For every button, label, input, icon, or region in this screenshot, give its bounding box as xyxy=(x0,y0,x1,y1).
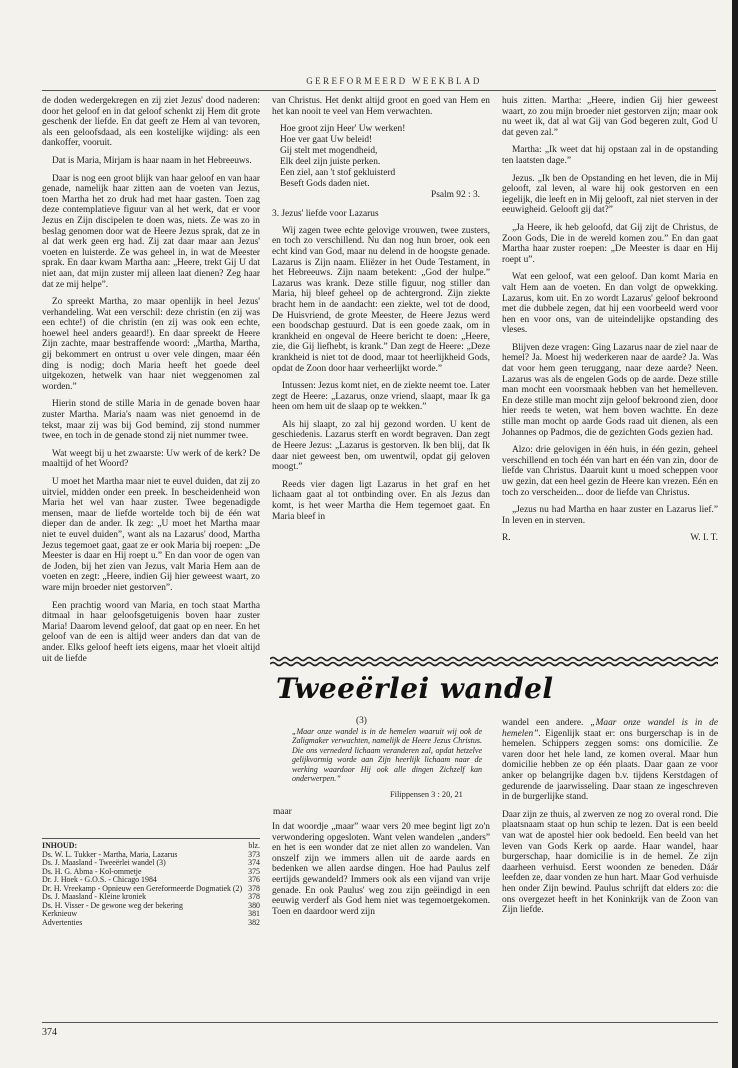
toc-row xyxy=(42,859,260,868)
paragraph: huis zitten. Martha: „Heere, indien Gij hier geweest waart, zo zou mijn broeder niet gestorven zijn; maar ook nu weet ik, dat al wat Gij van God begeren zult, God U dat geven zal.” xyxy=(502,96,718,138)
scripture-quote: „Maar onze wandel is in de hemelen”. xyxy=(502,718,718,739)
page-number: 374 xyxy=(42,1027,57,1038)
toc-page: 380 xyxy=(248,900,260,910)
epigraph-reference: Filippensen 3 : 20, 21 xyxy=(390,790,463,799)
toc-page: 378 xyxy=(248,883,260,893)
paragraph: Een prachtig woord van Maria, en toch staat Martha ditmaal in haar geloofsgetuigenis boven haar zuster Maria! Daarom levend geloof, dat gaat op en neer. En het geloof van de een is altijd weer anders dan dat van de ander. Elks geloof heeft iets eigens, maar het vloeit altijd uit de liefde xyxy=(42,600,260,664)
paragraph: Jezus. „Ik ben de Opstanding en het leven, die in Mij gelooft, zal leven, al ware hij ook gestorven en een iegelijk, die leeft en in Mij gelooft, zal niet sterven in der eeuwigheid. Gelooft gij dat?” xyxy=(502,173,718,216)
paragraph: Daar is nog een groot blijk van haar geloof en van haar genade, namelijk haar zitten aan de voeten van Jezus, toen Martha het zo druk had met haar gasten. Toen zag deze contemplatieve figuur van al het werk, dat er voor Jezus en Zijn discipelen te doen was, niets. Ze was zo in beslag genomen door wat de Heere Jezus sprak, dat ze in al dat werk geen erg had. Zij zat daar maar aan Jezus' voeten en luisterde. Ze was geheel in, in wat de Meester sprak. En daar kwam Martha aan: „Heere, trekt Gij U dat niet aan, dat mijn zuster mij alleen laat dienen? Zeg haar dat ze mij helpe”. xyxy=(42,173,260,290)
paragraph: Daar zijn ze thuis, al zwerven ze nog zo overal rond. Die plaatsnaam staat op hun schip te lezen. Dat is een beeld van wat de apostel hier ook bedoeld. Een beeld van het leven van Gods Kerk op aarde. Haar wandel, haar burgerschap, haar domicilie is in de hemel. Ze zijn daarheen verhuisd. Eerst woonden ze beneden. Dáár leefden ze, daar vonden ze hun hart. Maar God verhuisde hen onder Zijn bewind. Paulus schrijft dat elders zo: die ons overgezet heeft in het Koninkrijk van de Zoon van Zijn liefde. xyxy=(502,809,718,916)
poem-line: Hoe groot zijn Heer' Uw werken! xyxy=(280,124,406,135)
paragraph: Wat een geloof, wat een geloof. Dan komt Maria en valt Hem aan de voeten. En dan volgt de opwekking. Lazarus, kom uit. En zo wordt Lazarus' geloof bekroond met die dubbele zegen, dat hij een voorbeeld werd voor hen en voor ons, van de uiteindelijke opstanding des vleses. xyxy=(502,272,718,336)
paragraph: „Jezus nu had Martha en haar zuster en Lazarus lief.” In leven en in sterven. xyxy=(502,505,718,526)
toc-page: 378 xyxy=(248,892,260,901)
epigraph: „Maar onze wandel is in de hemelen waaruit wij ook de Zaligmaker verwachten, namelijk de Heere Jezus Christus. Die ons vernederd lichaam veranderen zal, opdat hetzelve gelijkvormig worde aan Zijn heerlijk lichaam naar de werking waardoor Hij ook alle dingen Zichzelf kan onderwerpen.” xyxy=(292,727,482,784)
toc-entry: Ds. J. Maasland - Kleine kroniek xyxy=(42,893,147,901)
toc-page: 373 xyxy=(248,849,260,859)
toc-row xyxy=(42,851,260,860)
psalm-reference: Psalm 92 : 3. xyxy=(431,190,480,201)
toc-row xyxy=(42,885,260,894)
keyword-label: maar xyxy=(273,807,292,817)
column-2 xyxy=(272,96,490,650)
toc-page: 376 xyxy=(248,875,260,884)
paragraph: Intussen: Jezus komt niet, en de ziekte neemt toe. Later zegt de Heere: „Lazarus, onze vriend, slaapt, maar Ik ga heen om hem uit de slaap op te wekken.” xyxy=(272,381,490,413)
poem-line: Een ziel, aan 't stof gekluisterd xyxy=(280,168,396,179)
toc-page: 381 xyxy=(248,909,260,918)
toc-page: 382 xyxy=(248,917,260,927)
paragraph: Dat is Maria, Mirjam is haar naam in het Hebreeuws. xyxy=(52,155,252,166)
article-column-1 xyxy=(272,822,490,1022)
poem-line: Hoe ver gaat Uw beleid! xyxy=(280,135,373,146)
article-part-number: (3) xyxy=(356,716,367,726)
toc-page: 375 xyxy=(248,866,260,876)
toc-entry: Ds. H. G. Abma - Kol-ommetje xyxy=(42,867,142,876)
paragraph: de doden wedergekregen en zij ziet Jezus' dood naderen: door het geloof en in dat geloof schenkt zij Hem dit grote geschenk der liefde. En dat geeft ze Hem al van tevoren, als een geloofsdaad, als een kostelijke wijding: als een dankoffer, vooruit. xyxy=(42,96,260,149)
toc-entry: Ds. W. L. Tukker - Martha, Maria, Lazarus xyxy=(42,850,178,859)
column-3 xyxy=(502,96,718,650)
toc-row xyxy=(42,868,260,877)
paragraph: Wat weegt bij u het zwaarste: Uw werk of de kerk? De maaltijd of het Woord? xyxy=(42,448,260,470)
scan-edge xyxy=(732,0,738,1068)
toc-entry: Dr. J. Hoek - G.O.S. - Chicago 1984 xyxy=(42,876,157,884)
column-1 xyxy=(42,96,260,830)
wavy-divider xyxy=(270,656,718,668)
toc-entry: Ds. H. Visser - De gewone weg der bekering xyxy=(42,901,183,910)
toc-entry: Kerknieuw xyxy=(42,910,78,918)
signature xyxy=(502,533,718,544)
toc-entry: Ds. J. Maasland - Tweeërlei wandel (3) xyxy=(42,859,166,867)
paragraph: Alzo: drie gelovigen in één huis, in één gezin, geheel verschillend en toch één van hart en één van zin, door de liefde van Christus. Daaruit kunt u moed scheppen voor uw gezin, dat een heel gezin de Heere kan vrezen. Eén en toch zo verscheiden... door de liefde van Christus. xyxy=(502,445,718,498)
toc-row xyxy=(42,876,260,885)
paragraph: U moet het Martha maar niet te euvel duiden, dat zij zo uitviel, midden onder een preek. In bescheidenheid won Maria het wel van haar zuster. Twee begenadigde mensen, maar de liefde wortelde toch bij de één wat dieper dan de ander. Ik zeg: „U moet het Martha maar niet te euvel duiden”, want als na Lazarus' dood, Martha Jezus tegemoet gaat, gaat ze er ook Maria bij roepen: „De Meester is daar en Hij roept u.” En dan voor de ogen van de Joden, bij het zien van Jezus, valt Maria Hem aan de voeten en zegt: „Heere, indien Gij hier geweest waart, zo ware mijn broeder niet gestorven”. xyxy=(42,477,260,593)
toc-entry: Advertenties xyxy=(42,918,83,927)
toc-header xyxy=(42,838,260,851)
paragraph: Hierin stond de stille Maria in de genade boven haar zuster Martha. Maria's naam was niet genoemd in de tekst, maar zij was bij God bemind, zij stond nummer twee, en toch in de genade stond zij niet nummer twee. xyxy=(42,399,260,442)
toc-page-label: blz. xyxy=(248,841,260,850)
toc-row xyxy=(42,919,260,928)
poem-line: Gij stelt met mogendheid, xyxy=(280,146,378,157)
toc-row xyxy=(42,910,260,919)
paragraph: van Christus. Het denkt altijd groot en goed van Hem en het kan nooit te veel van Hem verwachten. xyxy=(272,96,490,117)
toc-entry: Dr. H. Vreekamp - Opnieuw een Gereformeerde Dogmatiek (2) xyxy=(42,884,243,893)
psalm-verse xyxy=(280,124,490,201)
footer-rule xyxy=(42,1022,718,1023)
header-rule xyxy=(42,90,716,91)
paragraph: „Ja Heere, ik heb geloofd, dat Gij zijt de Christus, de Zoon Gods, Die in de wereld komen zou.” En dan gaat Martha haar zuster roepen: „De Meester is daar en Hij roept u”. xyxy=(502,222,718,265)
signature-author: W. I. T. xyxy=(690,533,718,544)
poem-line: Beseft Gods daden niet. xyxy=(280,179,370,190)
section-heading: 3. Jezus' liefde voor Lazarus xyxy=(272,209,379,220)
toc-heading: INHOUD: xyxy=(42,841,78,850)
toc-row xyxy=(42,893,260,902)
paragraph-lead: wandel een andere. xyxy=(502,718,591,728)
paragraph xyxy=(502,718,718,803)
paragraph: Martha: „Ik weet dat hij opstaan zal in de opstanding ten laatsten dage.” xyxy=(502,145,718,166)
paragraph: In dat woordje „maar” waar vers 20 mee begint ligt zo'n verwondering opgesloten. Want velen wandelen „anders” en het is een wonder dat ze niet allen zo wandelen. Van onszelf zijn we immers allen uit de aarde aards en bedenken we allen aardse dingen. Hoe had Paulus zelf eertijds gewandeld? Immers ook als een vijand van vrije genade. En ook Paulus' weg zou zijn geëindigd in een eeuwig verderf als God hem niet was tegemoetgekomen. Toen en daardoor werd zijn xyxy=(272,822,490,917)
paragraph: Wij zagen twee echte gelovige vrouwen, twee zusters, en toch zo verschillend. Nu dan nog hun broer, ook een echt kind van God, maar nu delend in de hoogste genade. Lazarus is Zijn naam. Eliëzer in het Oude Testament, in het Hebreeuws. Zijn naam betekent: „God der hulpe.” Lazarus was krank. Deze stille figuur, nog stiller dan Maria, hij bleef geheel op de achtergrond. Zijn ziekte bracht hem in de aandacht: een ziekte, wel tot de dood, De Huisvriend, de grote Meester, de Heere Jezus werd een boodschap gestuurd. Dat is een goede zaak, om in krankheid en ongeval de Heere bericht te doen: „Heere, zie, die Gij liefhebt, is krank.” Dan zegt de Heere: „Deze krankheid is niet tot de dood, maar tot heerlijkheid Gods, opdat de Zoon door haar verheerlijkt worde.” xyxy=(272,225,490,374)
article-title: Tweeërlei wandel xyxy=(276,672,554,705)
poem-line: Elk deel zijn juiste perken. xyxy=(280,157,381,168)
running-header: GEREFORMEERD WEEKBLAD xyxy=(306,76,482,86)
paragraph: Blijven deze vragen: Ging Lazarus naar de ziel naar de hemel? Ja. Moest hij wederkeren naar de aarde? Ja. Was dat voor hem geen teruggang, naar deze aarde? Neen. Lazarus was als de engelen Gods op de aarde. Deze stille man mocht een voorsmaak hebben van het hemelleven. En deze stille man mocht zijn geloof bekroond zien, door hier reeds te weten, wat hem boven wachtte. En deze stille man mocht op aarde Gods raad uit dienen, als een Johannes op Padmos, die de gezichten Gods gezien had. xyxy=(502,342,718,438)
signature-initial: R. xyxy=(502,533,511,544)
paragraph: Reeds vier dagen ligt Lazarus in het graf en het lichaam gaat al tot ontbinding over. En als Jezus dan komt, is het weer Martha die Hem tegemoet gaat. En Maria bleef in xyxy=(272,479,490,522)
toc-row xyxy=(42,902,260,911)
paragraph-rest: Eigenlijk staat er: ons burgerschap is in de hemelen. Schippers zeggen soms: ons domicilie. Ze varen door het hele land, ze komen overal. Maar hun domicilie hebben ze op één plaats. Daar gaan ze voor anker op belangrijke dagen b.v. tijdens Kerstdagen of gedurende de jaarwisseling. Daar staan ze ingeschreven in de burgerlijke stand. xyxy=(502,728,718,803)
paragraph: Zo spreekt Martha, zo maar openlijk in heel Jezus' verhandeling. Wat een verschil: deze christin (en zij was een echte!) of die christin (en zij was ook een echte, hoewel heel anders geaard!). En daar spreekt de Heere Zijn zachte, maar bestraffende woord: „Martha, Martha, gij bekommert en ontrust u over vele dingen, maar één ding is nodig; doch Maria heeft het goede deel uitgekozen, hetwelk van haar niet weggenomen zal worden.” xyxy=(42,297,260,392)
article-column-2 xyxy=(502,718,718,1022)
toc-page: 374 xyxy=(248,858,260,867)
paragraph: Als hij slaapt, zo zal hij gezond worden. U kent de geschiedenis. Lazarus sterft en wordt begraven. Dan zegt de Heere Jezus: „Lazarus is gestorven. Ik ben blij, dat Ik daar niet geweest ben, om uwentwil, opdat gij geloven moogt.” xyxy=(272,419,490,473)
table-of-contents xyxy=(42,838,260,927)
